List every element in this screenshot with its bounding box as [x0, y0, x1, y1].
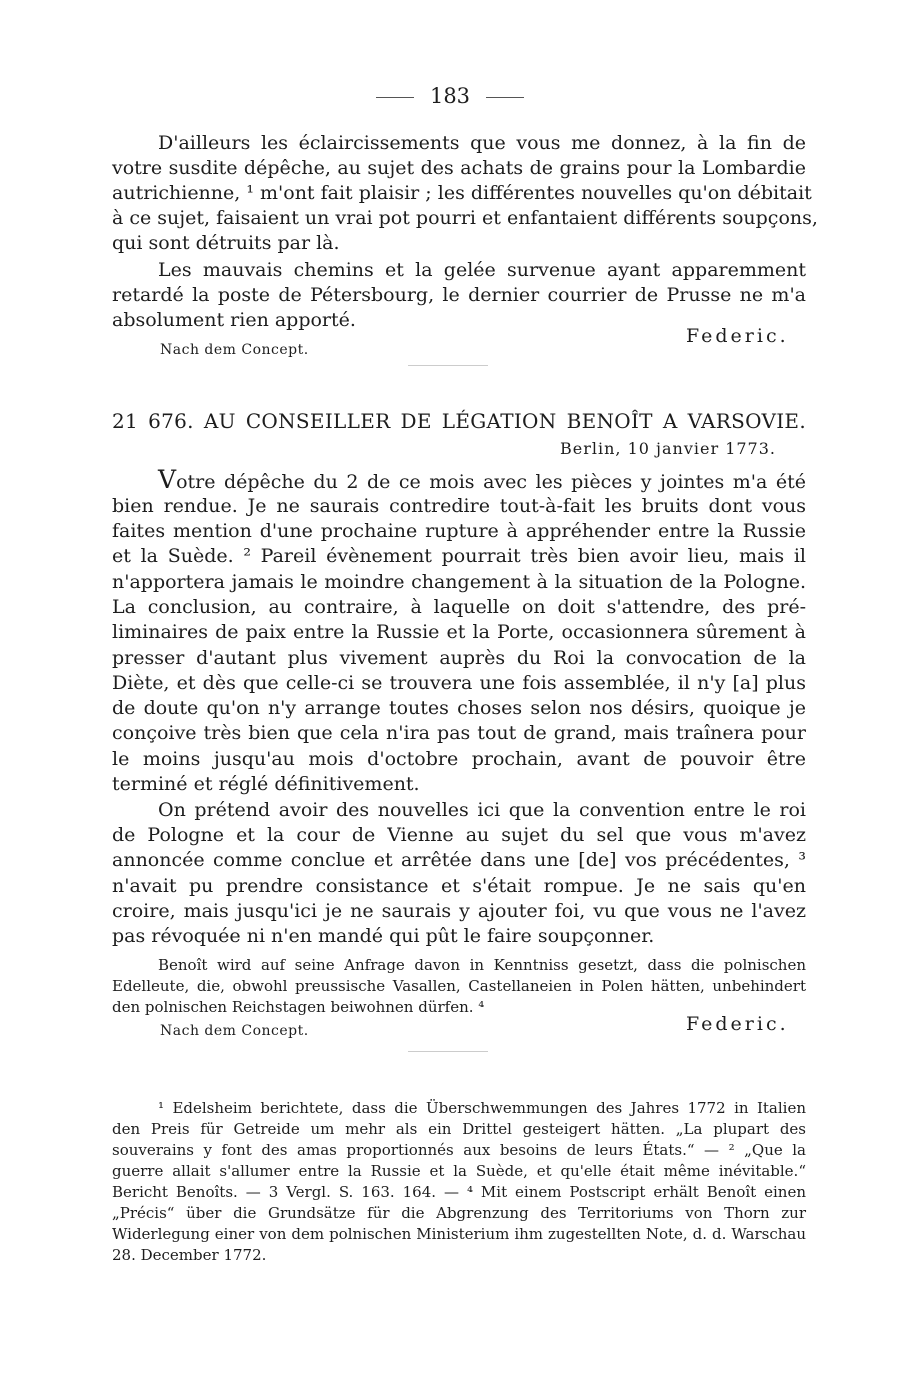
footnote-line: guerre allait s'allumer entre la Russie et la Suède, et qu'elle était même inévitable.“: [112, 1162, 806, 1180]
page-number-rule-left: [376, 97, 414, 98]
footnote-line: ¹ Edelsheim berichtete, dass die Überschwemmungen des Jahres 1772 in Italien: [158, 1099, 806, 1117]
letter2-line: n'apportera jamais le moindre changement à la situation de la Pologne.: [112, 571, 806, 593]
letter2-line: bien rendue. Je ne saurais contredire tout-à-fait les bruits dont vous: [112, 495, 806, 517]
letter1-line: Les mauvais chemins et la gelée survenue ayant apparemment: [158, 259, 806, 281]
german-note-line: Edelleute, die, obwohl preussische Vasallen, Castellaneien in Polen hätten, unbehindert: [112, 977, 806, 995]
letter2-line: annoncée comme conclue et arrêtée dans une [de] vos précédentes, ³: [112, 849, 806, 871]
letter2-dateline: Berlin, 10 janvier 1773.: [560, 439, 776, 458]
letter2-line: La conclusion, au contraire, à laquelle on doit s'attendre, des pré-: [112, 596, 806, 618]
footnote-line: Widerlegung einer von dem polnischen Ministerium ihm zugestellten Note, d. d. Warschau: [112, 1225, 806, 1243]
letter1-signature: Federic.: [686, 325, 789, 347]
letter2-line: faites mention d'une prochaine rupture à appréhender entre la Russie: [112, 520, 806, 542]
letter2-signature: Federic.: [686, 1013, 789, 1035]
letter1-line: à ce sujet, faisaient un vrai pot pourri et enfantaient différents soupçons,: [112, 207, 818, 229]
footnote-line: Bericht Benoîts. — 3 Vergl. S. 163. 164. — ⁴ Mit einem Postscript erhält Benoît einen: [112, 1183, 806, 1201]
letter1-line: D'ailleurs les éclaircissements que vous me donnez, à la fin de: [158, 132, 806, 154]
dropcap: V: [158, 465, 177, 494]
letter2-line: n'avait pu prendre consistance et s'était rompue. Je ne sais qu'en: [112, 875, 806, 897]
letter2-line: croire, mais jusqu'ici je ne saurais y ajouter foi, vu que vous ne l'avez: [112, 900, 806, 922]
letter2-line: Diète, et dès que celle-ci se trouvera une fois assemblée, il n'y [a] plus: [112, 672, 806, 694]
letter1-line: votre susdite dépêche, au sujet des achats de grains pour la Lombardie: [112, 157, 806, 179]
footnote-line: den Preis für Getreide um mehr als ein Drittel gesteigert hätten. „La plupart des: [112, 1120, 806, 1138]
letter2-heading: 21 676. AU CONSEILLER DE LÉGATION BENOÎT A VARSOVIE.: [112, 409, 806, 433]
german-note-line: Benoît wird auf seine Anfrage davon in Kenntniss gesetzt, dass die polnischen: [158, 956, 806, 974]
section-separator: [408, 365, 488, 366]
letter2-line: le moins jusqu'au mois d'octobre prochain, avant de pouvoir être: [112, 748, 806, 770]
letter2-line: On prétend avoir des nouvelles ici que la convention entre le roi: [158, 799, 806, 821]
german-note-line: den polnischen Reichstagen beiwohnen dürfen. ⁴: [112, 998, 485, 1016]
letter2-line: terminé et réglé définitivement.: [112, 773, 420, 795]
letter1-line: absolument rien apporté.: [112, 309, 356, 331]
letter2-line: et la Suède. ² Pareil évènement pourrait très bien avoir lieu, mais il: [112, 545, 806, 567]
footnote-line: souverains y font des amas proportionnés aux besoins de leurs États.“ — ² „Que la: [112, 1141, 806, 1159]
letter1-source-note: Nach dem Concept.: [160, 342, 309, 358]
section-separator: [408, 1051, 488, 1052]
letter2-source-note: Nach dem Concept.: [160, 1023, 309, 1039]
letter2-line: conçoive très bien que cela n'ira pas tout de grand, mais traînera pour: [112, 722, 806, 744]
letter2-line: de Pologne et la cour de Vienne au sujet du sel que vous m'avez: [112, 824, 806, 846]
letter2-line: liminaires de paix entre la Russie et la Porte, occasionnera sûrement à: [112, 621, 806, 643]
footnote-line: 28. December 1772.: [112, 1246, 267, 1264]
letter1-line: qui sont détruits par là.: [112, 232, 340, 254]
letter1-line: retardé la poste de Pétersbourg, le dernier courrier de Prusse ne m'a: [112, 284, 806, 306]
page-number-text: 183: [429, 84, 471, 108]
letter1-line: autrichienne, ¹ m'ont fait plaisir ; les différentes nouvelles qu'on débitait: [112, 182, 812, 204]
footnote-line: „Précis“ über die Grundsätze für die Abgrenzung des Territoriums von Thorn zur: [112, 1204, 806, 1222]
letter2-line: presser d'autant plus vivement auprès du Roi la convocation de la: [112, 647, 806, 669]
letter2-line: pas révoquée ni n'en mandé qui pût le faire soupçonner.: [112, 925, 655, 947]
letter2-line: [112, 467, 806, 495]
page-number: [0, 84, 900, 108]
letter2-line: de doute qu'on n'y arrange toutes choses selon nos désirs, quoique je: [112, 697, 806, 719]
letter2-line-text: otre dépêche du 2 de ce mois avec les pièces y jointes m'a été: [176, 471, 806, 493]
page-number-rule-right: [486, 97, 524, 98]
